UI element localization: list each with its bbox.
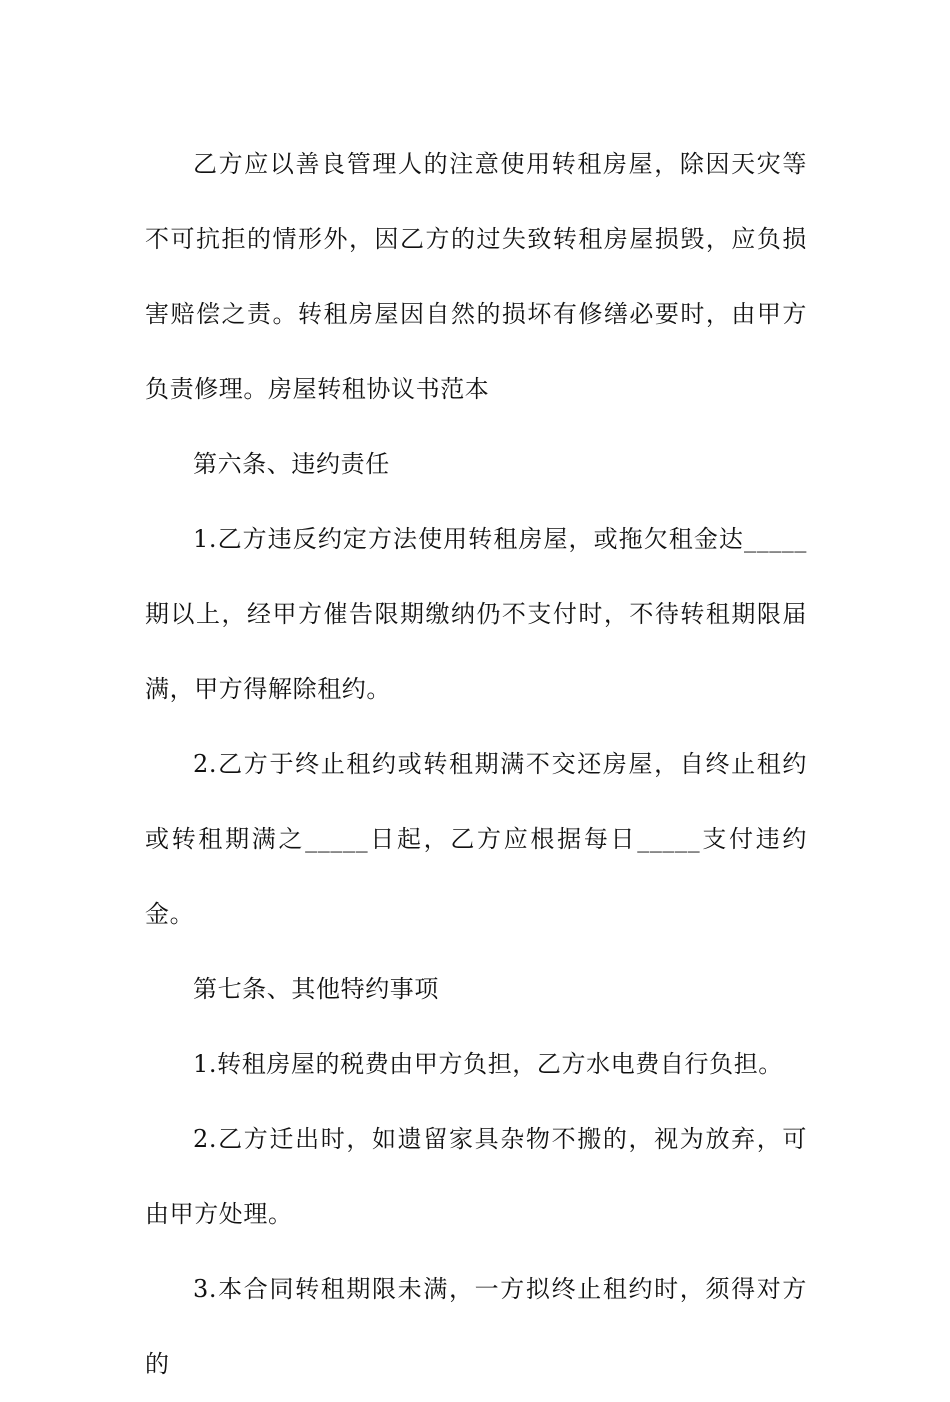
section-heading-article-6: 第六条、违约责任 [193,450,390,478]
section-heading-article-7: 第七条、其他特约事项 [193,975,439,1003]
paragraph-breach-2: 2.乙方于终止租约或转租期满不交还房屋，自终止租约或转租期满之_____日起，乙方应根据每日_____支付违约金。 [145,750,807,928]
paragraph-special-2: 2.乙方迁出时，如遗留家具杂物不搬的，视为放弃，可由甲方处理。 [145,1125,807,1228]
paragraph-special-1: 1.转租房屋的税费由甲方负担，乙方水电费自行负担。 [193,1050,783,1078]
paragraph-breach-1: 1.乙方违反约定方法使用转租房屋，或拖欠租金达_____期以上，经甲方催告限期缴纳仍不支付时，不待转租期限届满，甲方得解除租约。 [145,525,807,703]
document-body [145,127,807,1402]
paragraph-special-3: 3.本合同转租期限未满，一方拟终止租约时，须得对方的 [145,1275,807,1378]
paragraph-repair-liability: 乙方应以善良管理人的注意使用转租房屋，除因天灾等不可抗拒的情形外，因乙方的过失致转租房屋损毁，应负损害赔偿之责。转租房屋因自然的损坏有修缮必要时，由甲方负责修理。房屋转租协议书范本 [145,150,807,403]
